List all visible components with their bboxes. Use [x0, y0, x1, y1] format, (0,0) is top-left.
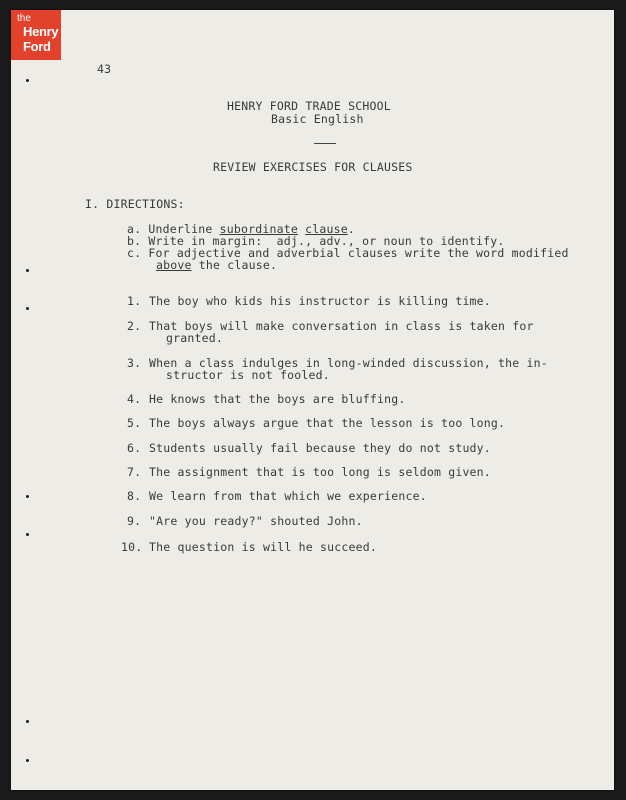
exercise-number: 1.	[127, 294, 142, 308]
document-page	[11, 10, 614, 790]
logo-line-2: Henry	[23, 24, 59, 39]
exercise-number: 4.	[127, 392, 142, 406]
exercise-line: We learn from that which we experience.	[149, 489, 427, 503]
direction-a-period: .	[347, 222, 355, 236]
direction-c-line-1: c. For adjective and adverbial clauses write the word modified	[127, 246, 569, 260]
margin-mark	[26, 759, 29, 762]
exercise-number: 2.	[127, 319, 142, 333]
margin-mark	[26, 307, 29, 310]
direction-a-underlined-2: clause	[305, 222, 348, 236]
exercise-number: 3.	[127, 356, 142, 370]
direction-a-underlined-1: subordinate	[219, 222, 298, 236]
header-divider	[314, 143, 336, 144]
section-heading: I. DIRECTIONS:	[85, 197, 185, 211]
henry-ford-logo	[11, 10, 61, 60]
exercise-line: He knows that the boys are bluffing.	[149, 392, 406, 406]
exercise-line: The question is will he succeed.	[149, 540, 377, 554]
margin-mark	[26, 533, 29, 536]
margin-mark	[26, 79, 29, 82]
exercise-line: granted.	[166, 331, 223, 345]
direction-c-text: the clause.	[191, 258, 278, 272]
exercise-number: 9.	[127, 514, 142, 528]
exercise-number: 7.	[127, 465, 142, 479]
margin-mark	[26, 495, 29, 498]
document-title: REVIEW EXERCISES FOR CLAUSES	[213, 160, 413, 174]
margin-mark	[26, 269, 29, 272]
logo-line-1: the	[17, 13, 31, 24]
school-name: HENRY FORD TRADE SCHOOL	[227, 99, 391, 113]
exercise-line: Students usually fail because they do not study.	[149, 441, 491, 455]
exercise-number: 5.	[127, 416, 142, 430]
exercise-line: The assignment that is too long is seldom given.	[149, 465, 491, 479]
page-number: 43	[97, 62, 112, 76]
exercise-number: 10.	[121, 540, 143, 554]
direction-c-underlined: above	[156, 258, 192, 272]
exercise-line: The boy who kids his instructor is killing time.	[149, 294, 491, 308]
exercise-line: When a class indulges in long-winded discussion, the in-	[149, 356, 548, 370]
course-name: Basic English	[271, 112, 364, 126]
direction-b: b. Write in margin: adj., adv., or noun to identify.	[127, 234, 505, 248]
exercise-line: That boys will make conversation in class is taken for	[149, 319, 534, 333]
exercise-line: "Are you ready?" shouted John.	[149, 514, 363, 528]
exercise-line: structor is not fooled.	[166, 368, 330, 382]
exercise-number: 8.	[127, 489, 142, 503]
exercise-line: The boys always argue that the lesson is too long.	[149, 416, 506, 430]
margin-mark	[26, 720, 29, 723]
direction-c-line-2	[156, 258, 277, 272]
direction-a-text: a. Underline	[127, 222, 220, 236]
logo-line-3: Ford	[23, 39, 51, 54]
exercise-number: 6.	[127, 441, 142, 455]
